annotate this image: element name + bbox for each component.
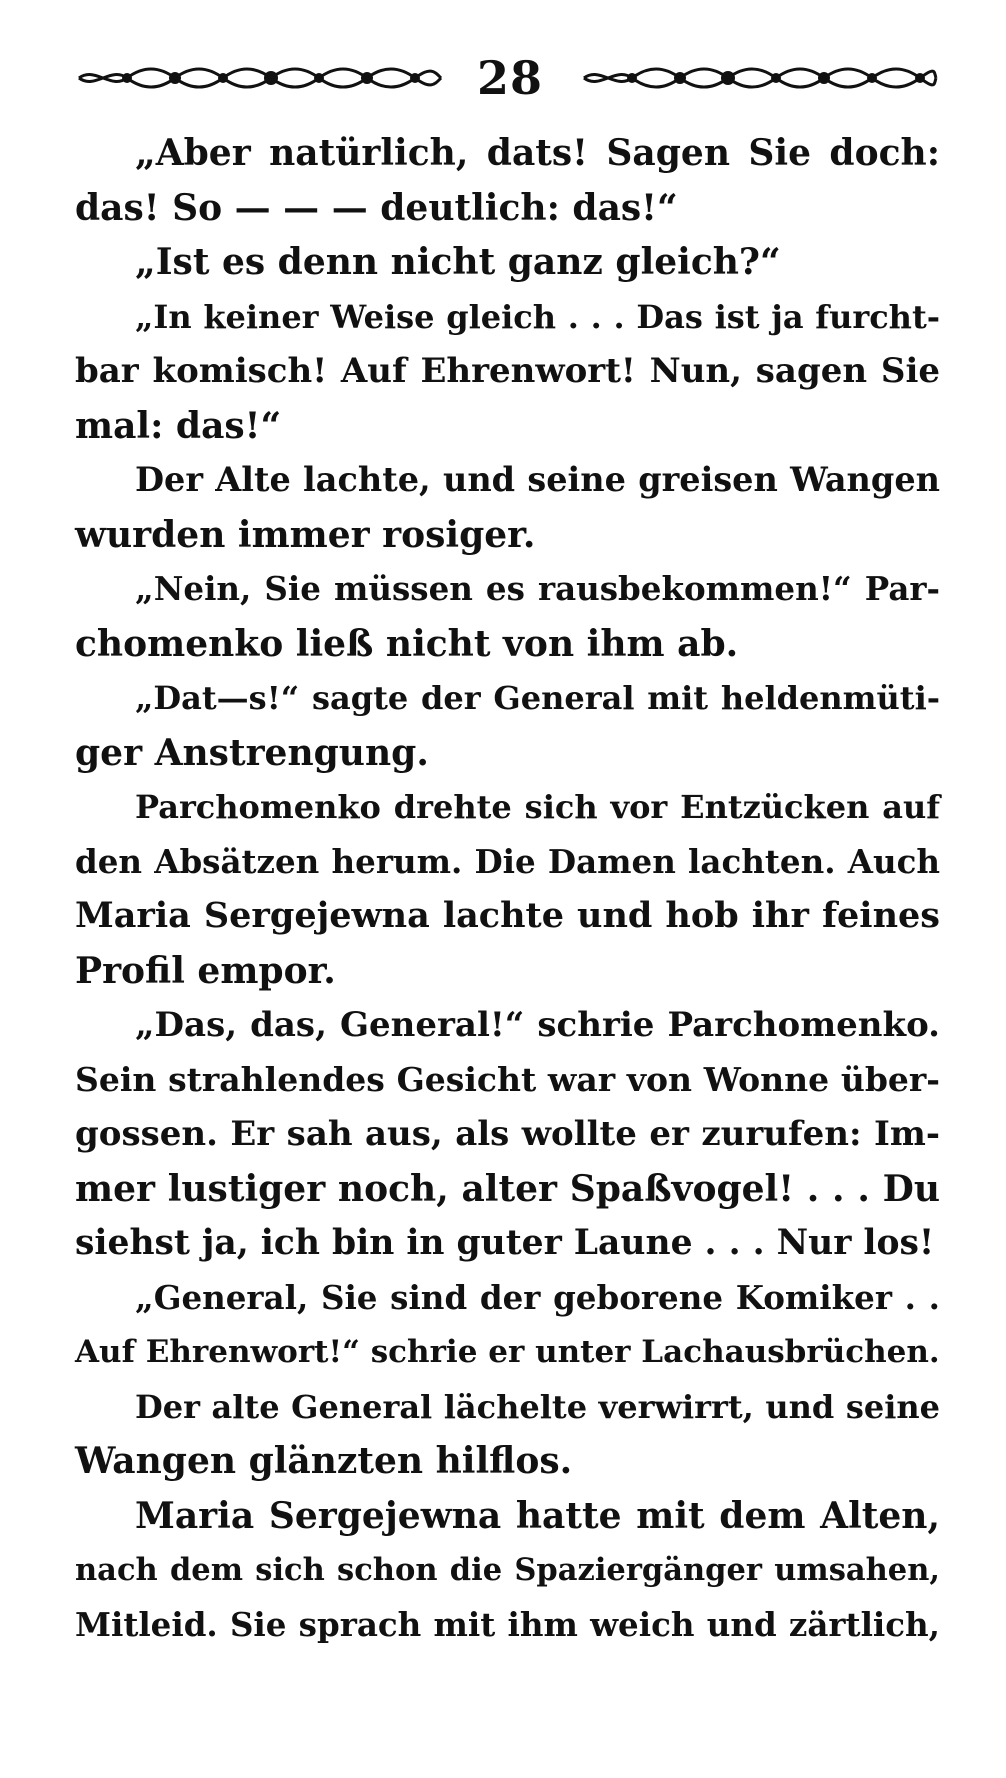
text-line: Profil empor.	[75, 949, 336, 992]
text-line: Parchomenko drehte sich vor Entzücken auf	[135, 788, 940, 826]
page-number: 28	[476, 51, 543, 105]
text-line: ger Anstrengung.	[75, 731, 429, 774]
text-line: Auf Ehrenwort!“ schrie er unter Lachausbrüchen.	[75, 1334, 940, 1370]
text-line: gossen. Er sah aus, als wollte er zurufen: Im-	[75, 1114, 940, 1154]
text-line: nach dem sich schon die Spaziergänger umsahen,	[75, 1552, 940, 1588]
text-line: mal: das!“	[75, 404, 282, 447]
text-line: wurden immer rosiger.	[75, 513, 536, 556]
text-line: Maria Sergejewna lachte und hob ihr feines	[75, 895, 940, 936]
text-line: mer lustiger noch, alter Spaßvogel! . . . Du	[75, 1167, 940, 1210]
text-line: „Dat—s!“ sagte der General mit heldenmüti-	[135, 679, 940, 717]
text-line: Der Alte lachte, und seine greisen Wangen	[135, 460, 940, 499]
text-line: chomenko ließ nicht von ihm ab.	[75, 622, 739, 665]
text-line: das! So — — — deutlich: das!“	[75, 186, 678, 229]
left-ornament-icon	[75, 60, 445, 96]
text-line: „Aber natürlich, dats! Sagen Sie doch:	[135, 132, 940, 174]
text-line: bar komisch! Auf Ehrenwort! Nun, sagen Sie	[75, 351, 940, 391]
text-line: „In keiner Weise gleich . . . Das ist ja furcht-	[135, 297, 940, 336]
text-line: Maria Sergejewna hatte mit dem Alten,	[135, 1494, 940, 1537]
text-line: Der alte General lächelte verwirrt, und seine	[135, 1387, 940, 1426]
body-text	[75, 126, 940, 1652]
text-line: den Absätzen herum. Die Damen lachten. Auch	[75, 841, 940, 881]
right-ornament-icon	[580, 60, 940, 96]
text-line: „Ist es denn nicht ganz gleich?“	[135, 241, 781, 283]
text-line: Sein strahlendes Gesicht war von Wonne über-	[75, 1059, 940, 1099]
text-line: „Nein, Sie müssen es rausbekommen!“ Par-	[135, 569, 940, 608]
text-line: „General, Sie sind der geborene Komiker . .	[135, 1277, 940, 1317]
page-header	[75, 48, 940, 108]
text-line: Wangen glänzten hilflos.	[75, 1440, 573, 1482]
text-line: Mitleid. Sie sprach mit ihm weich und zärtlich,	[75, 1604, 940, 1644]
text-line: siehst ja, ich bin in guter Laune . . . Nur los!	[75, 1223, 935, 1263]
text-line: „Das, das, General!“ schrie Parchomenko.	[135, 1005, 940, 1045]
